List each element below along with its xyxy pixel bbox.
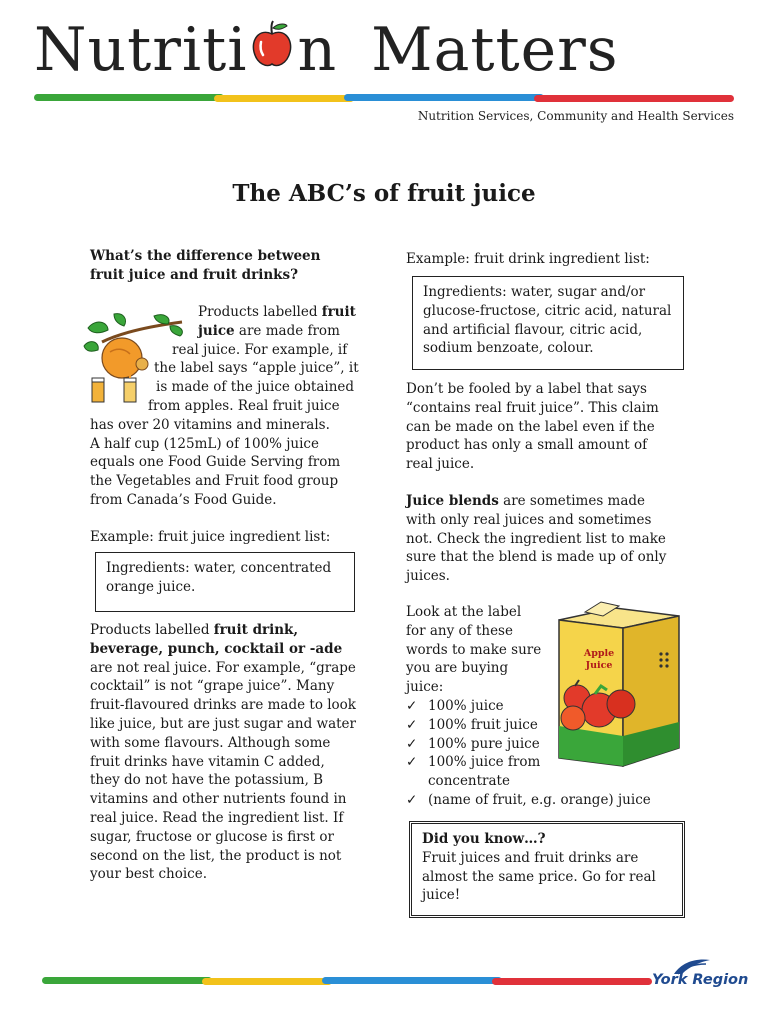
drink-ingredients-box (412, 276, 684, 370)
text-line: real juice. (406, 456, 475, 473)
check-icon: ✓ (406, 698, 418, 714)
text-line: A half cup (125mL) of 100% juice (90, 435, 319, 452)
text-line: juices. (406, 568, 450, 585)
text-line: Don’t be fooled by a label that says (406, 381, 647, 397)
ingredients-line: Ingredients: water, concentrated (106, 560, 332, 576)
text-line: almost the same price. Go for real (422, 868, 656, 885)
left-heading-line: What’s the difference between (90, 248, 321, 264)
text-line: juice are made from (198, 322, 340, 339)
text-line: like juice, but are just sugar and water (90, 715, 356, 732)
checklist-item: ✓ 100% juice from concentrate (406, 754, 541, 790)
juice-ingredients-box (95, 552, 355, 612)
text-line: has over 20 vitamins and minerals. (90, 416, 330, 433)
text-line: second on the list, the product is not (90, 847, 342, 864)
carton-label (579, 648, 619, 672)
juice-checklist (406, 697, 706, 810)
masthead-title (34, 10, 619, 90)
text-line: the label says “apple juice”, it (154, 360, 359, 377)
text-line: Products labelled fruit (198, 304, 356, 320)
left-example-label: Example: fruit juice ingredient list: (90, 529, 331, 545)
text-line: sure that the blend is made up of only (406, 549, 667, 566)
masthead-word2: Matters (371, 15, 619, 85)
text-line: is made of the juice obtained (156, 379, 355, 396)
text-line: fruit drinks have vitamin C added, (90, 753, 325, 770)
right-paragraph-look (406, 603, 556, 697)
text-line: real juice. Read the ingredient list. If (90, 809, 344, 826)
checklist-item: ✓ 100% fruit juice (406, 716, 538, 733)
text-line: juice! (422, 887, 461, 904)
did-you-know-box (409, 821, 685, 918)
york-region-logo-text: York Region (652, 972, 749, 988)
did-you-know-heading: Did you know…? (422, 831, 546, 847)
text-line: juice: (406, 679, 444, 696)
ingredients-line: glucose-fructose, citric acid, natural (423, 302, 672, 319)
ingredients-line: and artificial flavour, citric acid, (423, 321, 643, 338)
apple-icon (249, 26, 295, 72)
text-line: vitamins and other nutrients found in (90, 791, 347, 808)
text-line: words to make sure (406, 641, 542, 658)
checklist-item: ✓ (name of fruit, e.g. orange) juice (406, 791, 651, 808)
text-line: cocktail” is not “grape juice”. Many (90, 678, 335, 695)
text-line: for any of these (406, 622, 513, 639)
text-line: Juice blends are sometimes made (406, 493, 646, 509)
check-icon: ✓ (406, 754, 418, 771)
text-line: Look at the label (406, 604, 522, 620)
carton-label-line: Juice (585, 660, 613, 671)
top-brush-stroke (34, 94, 734, 102)
masthead-word1-end: n (297, 15, 338, 85)
text-line: from apples. Real fruit juice (148, 397, 340, 414)
text-line: can be made on the label even if the (406, 418, 655, 435)
text-line: the Vegetables and Fruit food group (90, 473, 339, 490)
ingredients-line: sodium benzoate, colour. (423, 340, 594, 357)
text-line: are not real juice. For example, “grape (90, 659, 356, 676)
text-line: beverage, punch, cocktail or -ade (90, 640, 343, 657)
text-line: your best choice. (90, 866, 208, 883)
right-example-label: Example: fruit drink ingredient list: (406, 251, 650, 267)
left-heading-line: fruit juice and fruit drinks? (90, 266, 298, 283)
page-title: The ABC’s of fruit juice (232, 180, 536, 207)
text-line: with some flavours. Although some (90, 734, 331, 751)
masthead-subtitle: Nutrition Services, Community and Health Services (417, 109, 734, 123)
ingredients-line: Ingredients: water, sugar and/or (423, 284, 646, 300)
masthead-word1-start: Nutriti (34, 15, 248, 85)
checklist-item: ✓ 100% juice (406, 698, 504, 714)
text-line: with only real juices and sometimes (406, 511, 652, 528)
text-line: they do not have the potassium, B (90, 772, 324, 789)
check-icon: ✓ (406, 716, 418, 733)
check-icon: ✓ (406, 791, 418, 808)
text-line: fruit-flavoured drinks are made to look (90, 697, 356, 714)
text-line: Products labelled fruit drink, (90, 622, 299, 638)
text-line: not. Check the ingredient list to make (406, 530, 666, 547)
text-line: “contains real fruit juice”. This claim (406, 399, 659, 416)
checklist-item: ✓ 100% pure juice (406, 735, 540, 752)
text-line: sugar, fructose or glucose is first or (90, 828, 334, 845)
text-line: from Canada’s Food Guide. (90, 491, 277, 508)
text-line: you are buying (406, 660, 509, 677)
left-paragraph-fruit-juice (90, 303, 365, 510)
text-line: product has only a small amount of (406, 437, 648, 454)
text-line: Fruit juices and fruit drinks are (422, 849, 639, 866)
text-line: real juice. For example, if (172, 341, 348, 358)
check-icon: ✓ (406, 735, 418, 752)
york-region-logo (650, 956, 750, 996)
bottom-brush-stroke (42, 977, 652, 985)
left-heading (90, 247, 360, 285)
text-line: equals one Food Guide Serving from (90, 454, 341, 471)
right-paragraph-fooled (406, 380, 696, 474)
left-paragraph-fruit-drinks (90, 621, 375, 884)
right-paragraph-blends (406, 492, 696, 586)
carton-label-line: Apple (583, 648, 615, 659)
ingredients-line: orange juice. (106, 578, 196, 595)
